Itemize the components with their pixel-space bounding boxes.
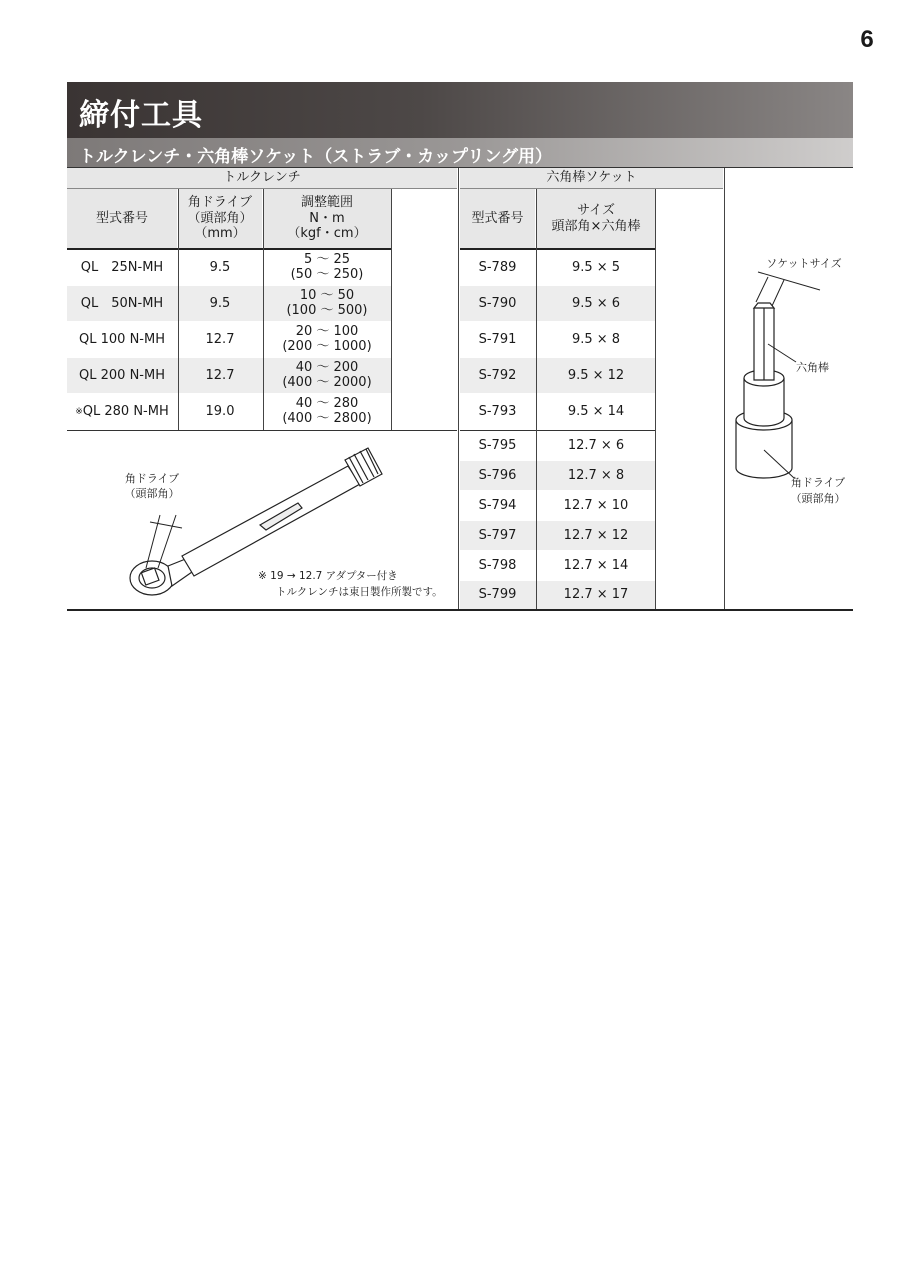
socket-model: S-795 [478,437,517,453]
socket-model-cell [460,521,535,551]
socket-size: 12.7 × 12 [563,527,629,543]
wrench-header-drive-line3: （mm） [194,226,246,242]
socket-size-cell [537,551,655,581]
socket-size-cell [537,521,655,551]
socket-model-cell [460,358,535,394]
socket-header-model-label: 型式番号 [471,210,524,226]
wrench-range-kgf: (100 ～ 500) [286,303,368,318]
wrench-header-range [263,189,391,248]
table-row [460,431,655,461]
wrench-range-nm: 10 ～ 50 [299,288,355,304]
wrench-range-cell [263,286,391,322]
socket-model-cell [460,250,535,286]
wrench-note-mark: ※ [75,406,83,417]
page-subtitle: トルクレンチ・六角棒ソケット（ストラブ・カップリング用） [79,147,553,167]
page-number: 6 [860,26,874,53]
socket-model-cell [460,286,535,322]
wrench-range-cell [263,358,391,394]
socket-model-cell [460,394,535,430]
table-row [460,394,655,430]
socket-size: 12.7 × 6 [567,437,625,453]
wrench-header-drive-line2: （頭部角） [187,210,253,226]
socket-drive-label-line2: （頭部角） [790,492,846,505]
table-row [460,491,655,521]
wrench-drive-label-line2: （頭部角） [124,487,180,500]
subtitle-band [67,138,853,167]
socket-model: S-792 [478,367,517,383]
socket-model: S-796 [478,467,517,483]
wrench-range-kgf: (50 ～ 250) [290,267,364,282]
socket-header-size-line1: サイズ [577,202,615,218]
wrench-drive-cell [178,358,262,394]
socket-model: S-789 [478,259,517,275]
socket-drive-label-line1: 角ドライブ [790,476,846,489]
wrench-drive: 12.7 [205,331,235,347]
socket-header-size-line2: 頭部角×六角棒 [551,218,641,234]
rule [67,430,457,431]
rule [724,168,725,609]
socket-model: S-794 [478,497,517,513]
table-row [460,250,655,286]
wrench-model: QL 200 N-MH [79,367,165,383]
socket-model: S-799 [478,586,517,602]
socket-size: 9.5 × 6 [571,295,621,311]
torque-wrench-illustration [110,440,443,610]
socket-size: 9.5 × 8 [571,331,621,347]
wrench-header-model [67,189,177,248]
wrench-drive: 19.0 [205,403,235,419]
wrench-model: QL 25N-MH [80,259,164,275]
wrench-model-cell [67,358,177,394]
wrench-header-model-label: 型式番号 [95,210,148,226]
table-row [460,358,655,394]
wrench-model: QL 100 N-MH [79,331,165,347]
rule [67,248,391,250]
wrench-model: QL 280 N-MH [82,403,169,419]
table-row [67,250,391,286]
wrench-drive-cell [178,394,262,430]
socket-model-cell [460,491,535,521]
wrench-header-range-line3: （kgf・cm） [287,226,367,242]
socket-model: S-790 [478,295,517,311]
socket-size-cell [537,250,655,286]
wrench-drive-label-line1: 角ドライブ [124,472,180,485]
table-row [460,286,655,322]
socket-size-cell [537,491,655,521]
table-row [460,521,655,551]
wrench-range-nm: 40 ～ 280 [295,396,359,412]
rule [178,189,179,430]
socket-model: S-797 [478,527,517,543]
wrench-group-header [67,168,457,188]
socket-size-cell [537,322,655,358]
wrench-drive-cell [178,322,262,358]
table-row [460,551,655,581]
hex-socket-body [736,303,792,478]
wrench-header-range-line1: 調整範囲 [300,195,353,211]
rule [391,189,392,430]
drive-dimension [146,515,182,568]
wrench-header-drive-line1: 角ドライブ [187,195,253,211]
wrench-range-nm: 5 ～ 25 [303,252,351,268]
wrench-drive: 9.5 [209,295,231,311]
wrench-range-kgf: (400 ～ 2000) [282,375,372,390]
socket-size: 12.7 × 14 [563,557,629,573]
socket-group-header-label: 六角棒ソケット [546,170,637,186]
page-title: 締付工具 [79,98,203,133]
wrench-note-line1: ※ 19 → 12.7 アダプター付き [258,570,398,582]
socket-group-header [460,168,723,188]
wrench-range-kgf: (400 ～ 2800) [282,411,372,426]
wrench-model-cell [67,394,177,430]
table-row [67,286,391,322]
wrench-range-kgf: (200 ～ 1000) [282,339,372,354]
socket-model: S-798 [478,557,517,573]
socket-model: S-793 [478,403,517,419]
wrench-drive-cell [178,250,262,286]
rule [67,167,853,168]
socket-size-cell [537,581,655,609]
rule [460,248,655,250]
socket-model-cell [460,461,535,491]
wrench-model-cell [67,322,177,358]
table-row [460,322,655,358]
socket-size: 12.7 × 8 [567,467,625,483]
rule [67,188,457,189]
socket-size: 9.5 × 5 [571,259,621,275]
rule [460,188,723,189]
wrench-drive-cell [178,286,262,322]
socket-model-cell [460,551,535,581]
table-row [67,358,391,394]
socket-size-label: ソケットサイズ [766,257,842,270]
socket-model: S-791 [478,331,517,347]
socket-size-cell [537,358,655,394]
socket-model-cell [460,581,535,609]
wrench-drive: 12.7 [205,367,235,383]
wrench-range-cell [263,394,391,430]
wrench-range-cell [263,322,391,358]
wrench-header-drive [178,189,262,248]
table-row [67,322,391,358]
wrench-note-line2: トルクレンチは東日製作所製です。 [276,586,443,598]
wrench-range-nm: 40 ～ 200 [295,360,359,376]
wrench-model: QL 50N-MH [80,295,164,311]
socket-size-cell [537,394,655,430]
socket-model-cell [460,431,535,461]
socket-size: 12.7 × 17 [563,586,629,602]
socket-size: 9.5 × 14 [567,403,625,419]
rule [536,189,537,609]
wrench-group-header-label: トルクレンチ [223,170,301,186]
table-row [460,581,655,609]
socket-size-cell [537,461,655,491]
table-row [67,394,391,430]
socket-header-model [460,189,535,248]
rule [655,189,656,609]
socket-size-cell [537,286,655,322]
rule [460,430,655,431]
wrench-drive: 9.5 [209,259,231,275]
wrench-range-cell [263,250,391,286]
wrench-model-cell [67,286,177,322]
socket-header-size [537,189,655,248]
table-row [460,461,655,491]
wrench-range-nm: 20 ～ 100 [295,324,359,340]
wrench-model-cell [67,250,177,286]
rule [458,168,459,609]
rule [263,189,264,430]
wrench-header-range-line2: N・m [309,210,345,226]
title-band [67,82,853,138]
socket-size: 12.7 × 10 [563,497,629,513]
hex-bar-label: 六角棒 [796,361,829,374]
socket-model-cell [460,322,535,358]
socket-size-cell [537,431,655,461]
hex-socket-illustration [728,250,852,512]
socket-size: 9.5 × 12 [567,367,625,383]
